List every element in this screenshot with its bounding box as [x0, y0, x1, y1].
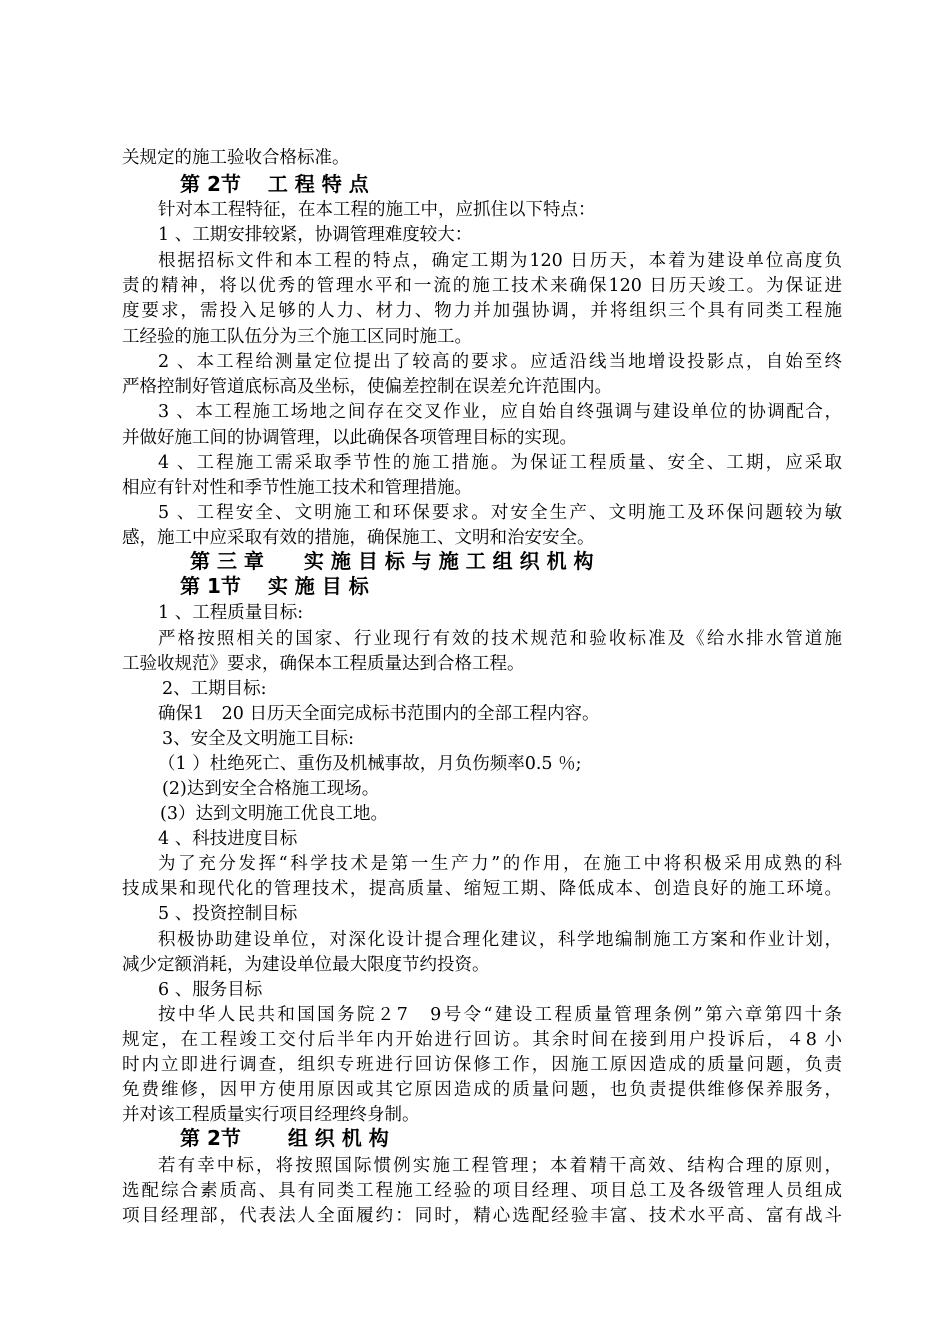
list-item-heading: 5 、投资控制目标	[158, 904, 298, 924]
paragraph-line: 工验收规范》要求，确保本工程质量达到合格工程。	[122, 654, 525, 674]
list-item-heading: 2、工期目标:	[162, 679, 267, 699]
sub-list-item: (2)达到安全合格施工现场。	[162, 779, 380, 799]
paragraph-line: 感，施工中应采取有效的措施，确保施工、文明和治安安全。	[122, 528, 595, 548]
paragraph-line: 并做好施工间的协调管理，以此确保各项管理目标的实现。	[122, 428, 577, 448]
paragraph-line: 时内立即进行调查，组织专班进行回访保修工作，因施工原因造成的质量问题，负责	[122, 1055, 842, 1075]
paragraph-line: 相应有针对性和季节性施工技术和管理措施。	[122, 478, 472, 498]
section-heading: 第 2节 工 程 特 点	[180, 172, 369, 196]
paragraph-line: 为了充分发挥“科学技术是第一生产力”的作用，在施工中将积极采用成熟的科	[158, 854, 842, 874]
list-item-heading: 1 、工期安排较紧，协调管理难度较大：	[158, 225, 473, 245]
paragraph-line: 2 、本工程给测量定位提出了较高的要求。应适沿线当地增设投影点，自始至终	[158, 352, 842, 372]
paragraph-line: 严格按照相关的国家、行业现行有效的技术规范和验收标准及《给水排水管道施	[158, 629, 842, 649]
paragraph-line: 减少定额消耗，为建设单位最大限度节约投资。	[122, 955, 490, 975]
paragraph-line: 按中华人民共和国国务院２7 9号令“建设工程质量管理条例”第六章第四十条	[158, 1005, 842, 1025]
chapter-heading: 第 三 章 实 施 目 标 与 施 工 组 织 机 构	[190, 549, 594, 573]
paragraph-line: 4 、工程施工需采取季节性的施工措施。为保证工程质量、安全、工期，应采取	[158, 453, 842, 473]
section-heading: 第 1节 实 施 目 标	[180, 574, 369, 598]
paragraph-line: 度要求，需投入足够的人力、材力、物力并加强协调，并将组织三个具有同类工程施	[122, 301, 842, 321]
paragraph-line: 工经验的施工队伍分为三个施工区同时施工。	[122, 327, 472, 347]
paragraph-line: 责的精神，将以优秀的管理水平和一流的施工技术来确保120 日历天竣工。为保证进	[122, 276, 842, 296]
paragraph-line: 确保1 20 日历天全面完成标书范围内的全部工程内容。	[158, 704, 600, 724]
sub-list-item: (3）达到文明施工优良工地。	[160, 804, 388, 824]
paragraph-line: 严格控制好管道底标高及坐标，使偏差控制在误差允许范围内。	[122, 377, 612, 397]
list-item-heading: 6 、服务目标	[158, 980, 263, 1000]
paragraph-line: 针对本工程特征，在本工程的施工中，应抓住以下特点：	[158, 200, 596, 220]
paragraph-line: 5 、工程安全、文明施工和环保要求。对安全生产、文明施工及环保问题较为敏	[158, 503, 842, 523]
section-heading: 第 2节 组 织 机 构	[180, 1126, 389, 1150]
paragraph-line: 积极协助建设单位，对深化设计提合理化建议，科学地编制施工方案和作业计划，	[158, 930, 842, 950]
paragraph-line: 免费维修，因甲方使用原因或其它原因造成的质量问题，也负责提供维修保养服务，	[122, 1080, 842, 1100]
paragraph-line: 关规定的施工验收合格标准。	[122, 148, 350, 168]
paragraph-line: 3 、本工程施工场地之间存在交叉作业，应自始自终强调与建设单位的协调配合，	[158, 402, 842, 422]
list-item-heading: 3、安全及文明施工目标:	[162, 729, 355, 749]
paragraph-line: 选配综合素质高、具有同类工程施工经验的项目经理、项目总工及各级管理人员组成	[122, 1181, 842, 1201]
list-item-heading: 1 、工程质量目标:	[158, 603, 304, 623]
paragraph-line: 规定，在工程竣工交付后半年内开始进行回访。其余时间在接到用户投诉后，４8 小	[122, 1030, 842, 1050]
sub-list-item: （1 ）杜绝死亡、重伤及机械事故，月负伤频率0.5 ％;	[158, 754, 582, 774]
paragraph-line: 项目经理部，代表法人全面履约：同时，精心选配经验丰富、技术水平高、富有战斗	[122, 1206, 842, 1226]
paragraph-line: 并对该工程质量实行项目经理终身制。	[122, 1105, 420, 1125]
paragraph-line: 技成果和现代化的管理技术，提高质量、缩短工期、降低成本、创造良好的施工环境。	[122, 879, 842, 899]
paragraph-line: 若有幸中标，将按照国际惯例实施工程管理；本着精干高效、结构合理的原则，	[158, 1156, 842, 1176]
paragraph-line: 根据招标文件和本工程的特点，确定工期为120 日历天，本着为建设单位高度负	[158, 251, 842, 271]
list-item-heading: 4 、科技进度目标	[158, 829, 298, 849]
